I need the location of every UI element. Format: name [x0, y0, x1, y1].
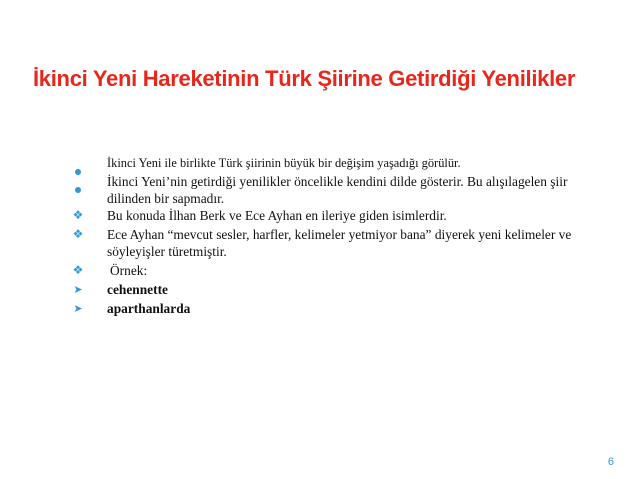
dot-bullet-icon	[71, 160, 85, 179]
list-item-text: cehennette	[107, 282, 168, 297]
page-number: 6	[607, 456, 614, 468]
arrow-bullet-icon: ➤	[73, 302, 83, 315]
diamond-bullet-icon: ❖	[72, 263, 84, 277]
list-item-text: Bu konuda İlhan Berk ve Ece Ayhan en ileriye giden isimlerdir.	[107, 208, 447, 223]
list-item-text: Örnek:	[110, 263, 148, 278]
arrow-bullet-icon: ➤	[73, 283, 83, 296]
slide-title: İkinci Yeni Hareketinin Türk Şiirine Getirdiği Yenilikler	[33, 66, 576, 91]
diamond-bullet-icon: ❖	[72, 208, 84, 222]
dot-bullet-icon	[71, 178, 85, 197]
list-item-text: İkinci Yeni’nin getirdiği yenilikler öncelikle kendini dilde gösterir. Bu alışılagelen şiir dilinden bir sapmadır.	[107, 174, 568, 206]
list-item-text: aparthanlarda	[107, 301, 191, 316]
diamond-bullet-icon: ❖	[72, 227, 84, 241]
list-item-text: Ece Ayhan “mevcut sesler, harfler, kelimeler yetmiyor bana” diyerek yeni kelimeler ve söyleyişler türetmiştir.	[107, 227, 572, 259]
list-item-text: İkinci Yeni ile birlikte Türk şiirinin büyük bir değişim yaşadığı görülür.	[107, 156, 461, 170]
